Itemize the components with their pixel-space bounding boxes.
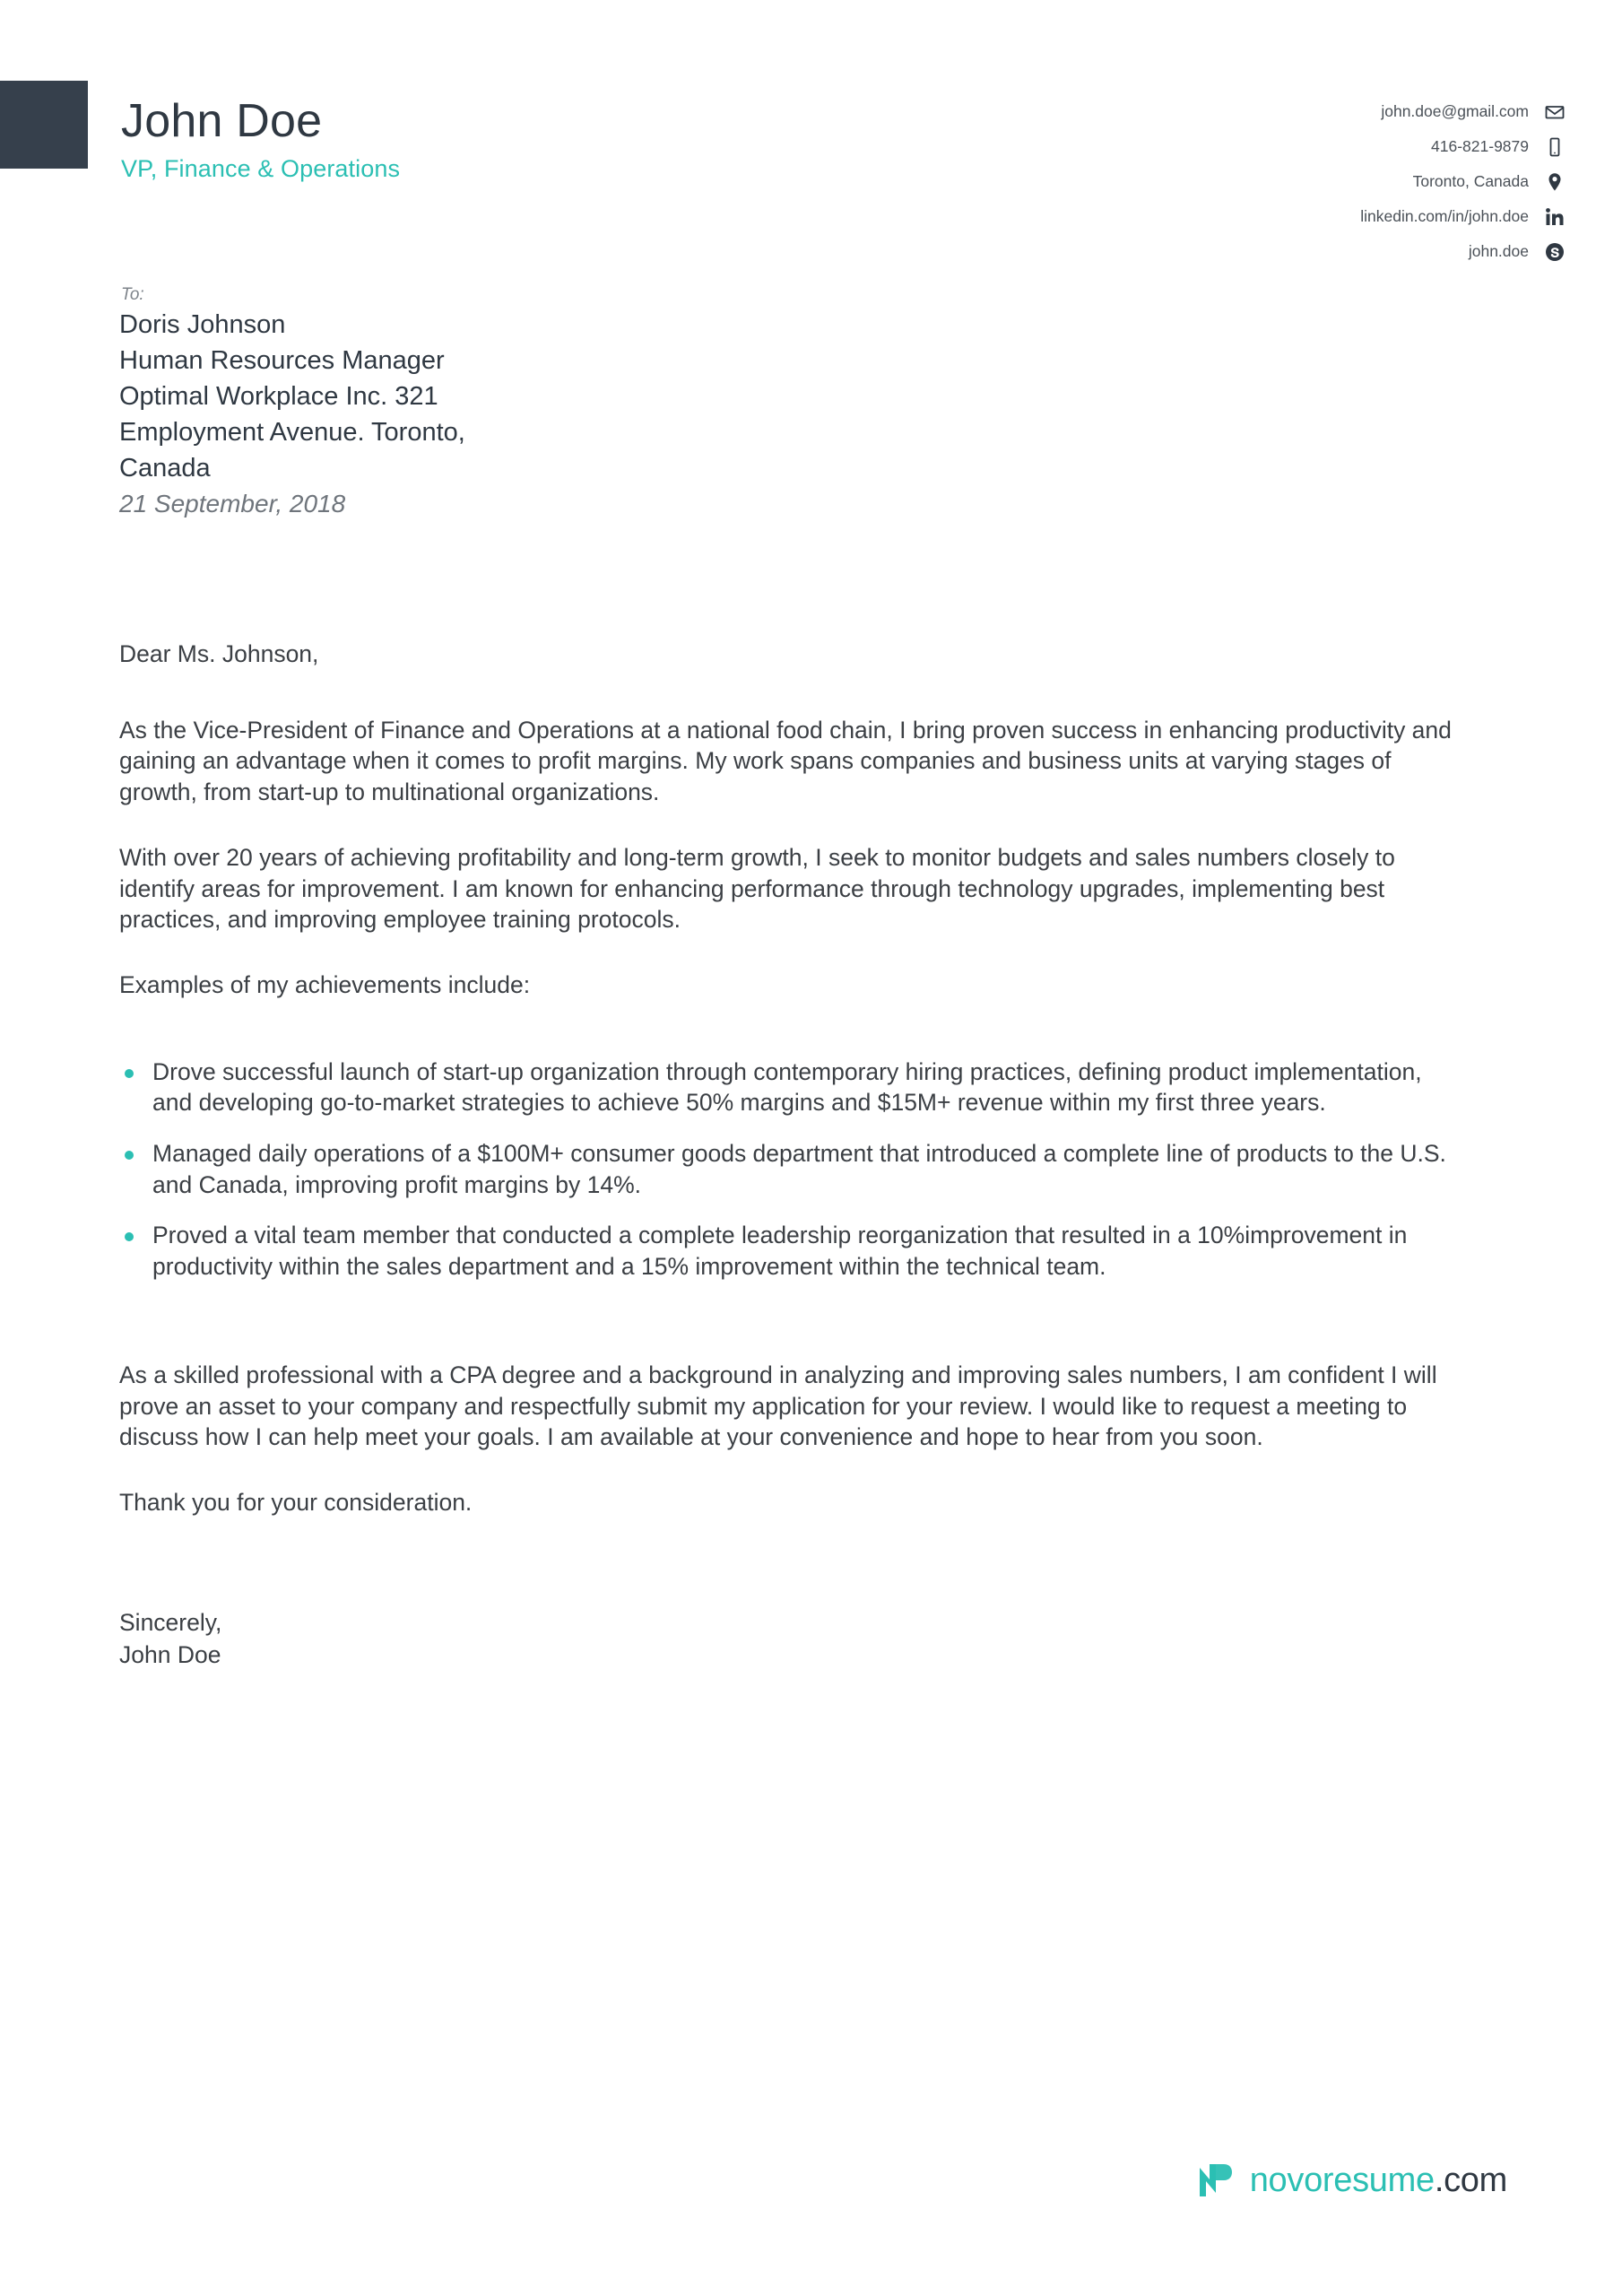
contact-item-email [1190, 94, 1566, 129]
signoff-closing: Sincerely, [119, 1608, 222, 1636]
contact-phone-text: 416-821-9879 [1431, 137, 1529, 155]
achievements-intro: Examples of my achievements include: [119, 970, 531, 998]
contact-item-phone [1190, 129, 1566, 164]
thank-you-line: Thank you for your consideration. [119, 1488, 473, 1516]
header-accent-block [0, 81, 88, 169]
contact-linkedin-text[interactable]: linkedin.com/in/john.doe [1360, 207, 1529, 225]
logo-suffix: .com [1434, 2161, 1507, 2199]
salutation: Dear Ms. Johnson, [119, 640, 319, 667]
letter-date: 21 September, 2018 [119, 490, 346, 517]
signoff-block [119, 1606, 1455, 1671]
contact-item-skype[interactable] [1190, 234, 1566, 269]
letter-header [0, 0, 1622, 260]
novoresume-logo[interactable] [1194, 2159, 1507, 2202]
identity-block [121, 97, 400, 183]
signoff-name: John Doe [119, 1640, 221, 1668]
contact-skype-text[interactable]: john.doe [1468, 242, 1529, 260]
contact-location-text: Toronto, Canada [1412, 172, 1529, 190]
recipient-block [119, 312, 693, 526]
recipient-company: Optimal Workplace Inc. 321 [119, 382, 438, 411]
recipient-role: Human Resources Manager [119, 346, 445, 375]
recipient-name: Doris Johnson [119, 310, 286, 339]
novoresume-logo-text[interactable] [1250, 2161, 1507, 2200]
recipient-address-2: Canada [119, 454, 211, 483]
linkedin-icon[interactable] [1543, 205, 1566, 229]
contact-list [1190, 94, 1566, 269]
logo-name: novoresume [1249, 2161, 1435, 2199]
contact-item-linkedin[interactable] [1190, 199, 1566, 234]
achievements-list [119, 1057, 1455, 1283]
skype-icon[interactable] [1543, 240, 1566, 264]
body-paragraph-3: As a skilled professional with a CPA degree and a background in analyzing and improving sales numbers, I am confident I will prove an asset to your company and respectfully submit my application for your review. I would like to request a meeting to discuss how I can help meet your goals. I am available at your convenience and hope to hear from you soon. [119, 1361, 1437, 1451]
letter-body [119, 639, 1455, 1671]
location-pin-icon [1543, 170, 1566, 194]
page-title: John Doe [121, 95, 323, 147]
to-label: To: [121, 285, 144, 304]
body-paragraph-1: As the Vice-President of Finance and Operations at a national food chain, I bring proven success in enhancing productivity and gaining an advantage when it comes to profit margins. My work spans companies and business units at varying stages of growth, from start-up to multinational organizations. [119, 716, 1452, 806]
contact-email-text: john.doe@gmail.com [1381, 102, 1529, 120]
list-item: Proved a vital team member that conducted a complete leadership reorganization that resulted in a 10%improvement in productivity within the sales department and a 15% improvement within the technical team. [119, 1220, 1455, 1282]
contact-item-location [1190, 164, 1566, 199]
novoresume-n-logo-icon [1194, 2159, 1237, 2202]
job-title: VP, Finance & Operations [121, 154, 401, 182]
body-paragraph-2: With over 20 years of achieving profitability and long-term growth, I seek to monitor budgets and sales numbers closely to identify areas for improvement. I am known for enhancing performance through technology upgrades, implementing best practices, and improving employee training protocols. [119, 843, 1395, 934]
phone-icon [1543, 135, 1566, 159]
list-item: Drove successful launch of start-up organization through contemporary hiring practices, defining product implementation, and developing go-to-market strategies to achieve 50% margins and $15M+ revenue within my first three years. [119, 1057, 1455, 1118]
recipient-address-1: Employment Avenue. Toronto, [119, 418, 465, 447]
list-item: Managed daily operations of a $100M+ consumer goods department that introduced a complete line of products to the U.S. and Canada, improving profit margins by 14%. [119, 1138, 1455, 1200]
email-icon [1543, 100, 1566, 124]
